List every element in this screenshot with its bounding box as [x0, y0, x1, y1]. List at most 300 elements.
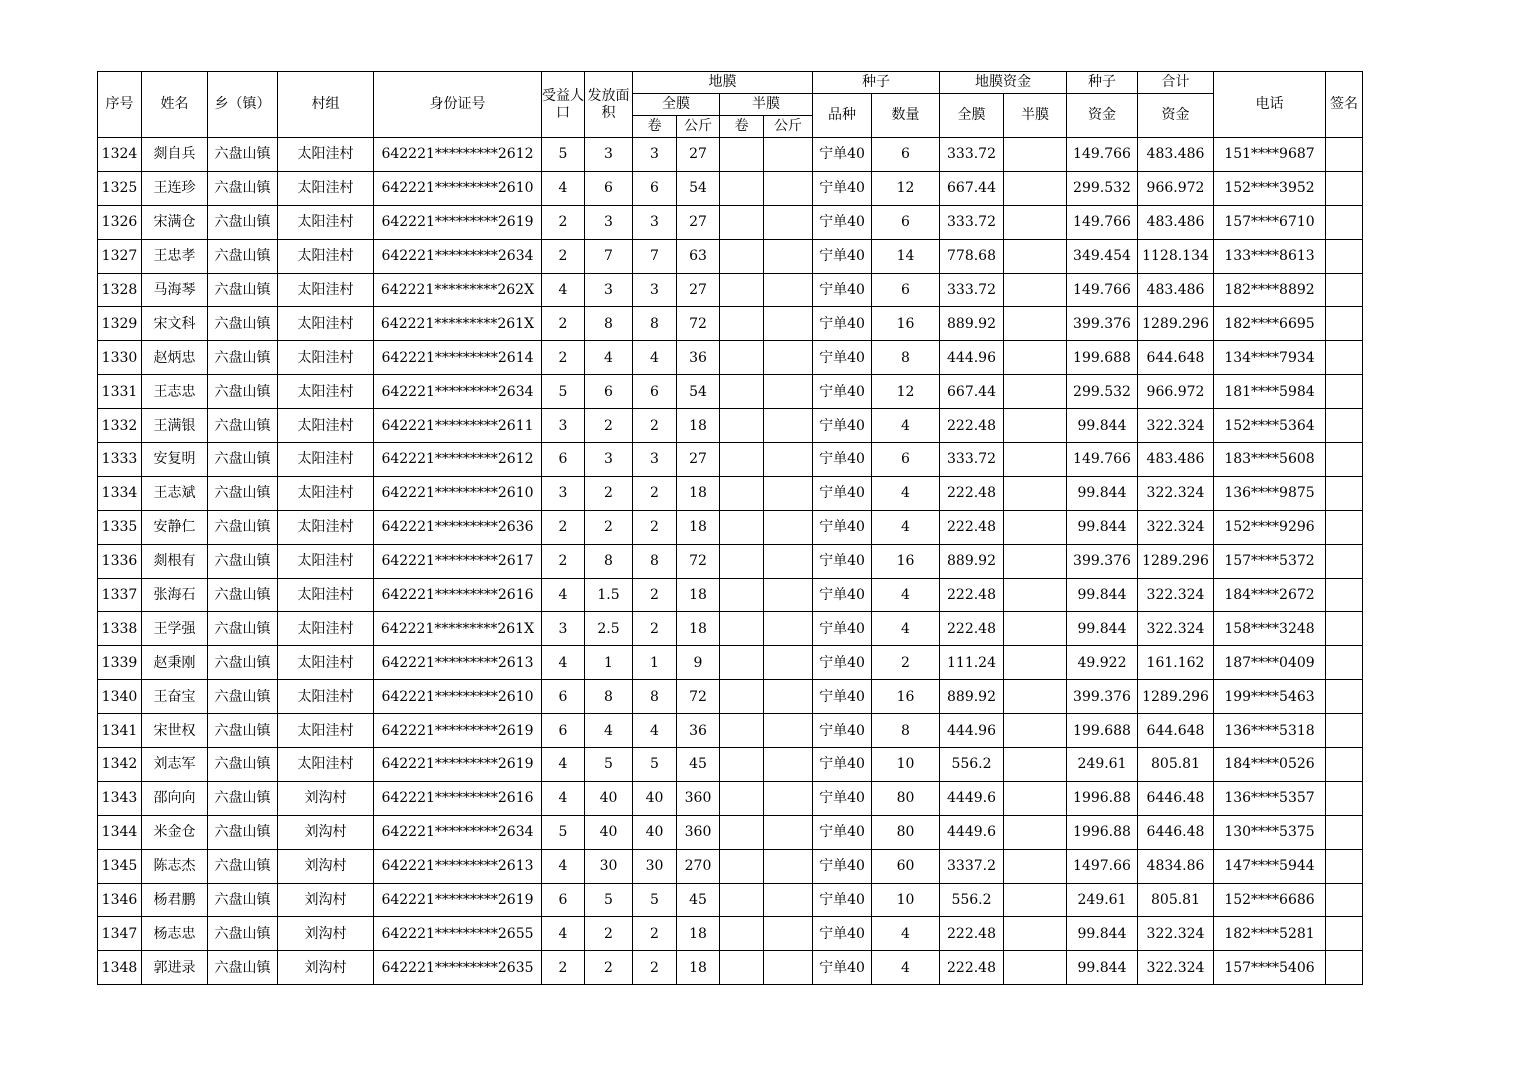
- cell-beneficiary-pop: 4: [542, 781, 585, 815]
- table-row: [98, 748, 1363, 782]
- cell-township: 六盘山镇: [208, 375, 278, 409]
- cell-quantity: 16: [872, 307, 940, 341]
- cell-beneficiary-pop: 4: [542, 578, 585, 612]
- cell-full-film-funds: 667.44: [940, 171, 1004, 205]
- cell-full-kg: 18: [677, 578, 720, 612]
- cell-full-film-funds: 222.48: [940, 476, 1004, 510]
- cell-beneficiary-pop: 3: [542, 409, 585, 443]
- header-film-funds: 地膜资金: [940, 72, 1067, 94]
- table-row: [98, 544, 1363, 578]
- cell-seed-funds: 149.766: [1067, 138, 1138, 172]
- cell-quantity: 4: [872, 951, 940, 985]
- cell-beneficiary-pop: 2: [542, 510, 585, 544]
- cell-beneficiary-pop: 2: [542, 307, 585, 341]
- cell-half-film-funds: [1004, 409, 1067, 443]
- header-full-film-funds: 全膜: [940, 94, 1004, 138]
- cell-signature: [1326, 714, 1363, 748]
- table-row: [98, 171, 1363, 205]
- cell-name: 张海石: [142, 578, 208, 612]
- cell-half-kg: [764, 205, 813, 239]
- cell-signature: [1326, 375, 1363, 409]
- cell-half-roll: [720, 307, 764, 341]
- cell-name: 王忠孝: [142, 239, 208, 273]
- cell-variety: 宁单40: [813, 443, 872, 477]
- cell-variety: 宁单40: [813, 781, 872, 815]
- cell-beneficiary-pop: 4: [542, 748, 585, 782]
- cell-name: 邵向向: [142, 781, 208, 815]
- cell-full-roll: 7: [633, 239, 677, 273]
- cell-signature: [1326, 951, 1363, 985]
- cell-half-roll: [720, 409, 764, 443]
- cell-seq: 1325: [98, 171, 142, 205]
- cell-total: 483.486: [1138, 443, 1214, 477]
- cell-half-kg: [764, 917, 813, 951]
- cell-signature: [1326, 883, 1363, 917]
- cell-seed-funds: 99.844: [1067, 476, 1138, 510]
- cell-beneficiary-pop: 5: [542, 375, 585, 409]
- cell-seed-funds: 1996.88: [1067, 815, 1138, 849]
- cell-village: 太阳洼村: [278, 307, 374, 341]
- cell-village: 太阳洼村: [278, 544, 374, 578]
- cell-name: 宋满仓: [142, 205, 208, 239]
- cell-half-kg: [764, 171, 813, 205]
- cell-half-roll: [720, 239, 764, 273]
- cell-phone: 182****5281: [1214, 917, 1326, 951]
- cell-id-number: 642221*********2634: [374, 815, 542, 849]
- cell-total: 966.972: [1138, 171, 1214, 205]
- cell-full-kg: 18: [677, 951, 720, 985]
- cell-half-film-funds: [1004, 714, 1067, 748]
- cell-half-film-funds: [1004, 476, 1067, 510]
- cell-village: 刘沟村: [278, 917, 374, 951]
- cell-full-roll: 4: [633, 714, 677, 748]
- cell-full-roll: 40: [633, 781, 677, 815]
- cell-township: 六盘山镇: [208, 138, 278, 172]
- cell-beneficiary-pop: 5: [542, 815, 585, 849]
- cell-seed-funds: 99.844: [1067, 612, 1138, 646]
- cell-phone: 152****5364: [1214, 409, 1326, 443]
- cell-seq: 1329: [98, 307, 142, 341]
- cell-township: 六盘山镇: [208, 951, 278, 985]
- cell-total: 483.486: [1138, 273, 1214, 307]
- header-id-number: 身份证号: [374, 72, 542, 138]
- cell-id-number: 642221*********2610: [374, 171, 542, 205]
- cell-half-film-funds: [1004, 917, 1067, 951]
- cell-name: 杨君鹏: [142, 883, 208, 917]
- cell-issue-area: 4: [585, 714, 633, 748]
- cell-quantity: 6: [872, 138, 940, 172]
- cell-full-kg: 45: [677, 883, 720, 917]
- cell-signature: [1326, 138, 1363, 172]
- header-film: 地膜: [633, 72, 813, 94]
- cell-full-roll: 8: [633, 307, 677, 341]
- cell-issue-area: 3: [585, 273, 633, 307]
- cell-half-kg: [764, 612, 813, 646]
- cell-half-kg: [764, 748, 813, 782]
- cell-village: 太阳洼村: [278, 375, 374, 409]
- cell-half-film-funds: [1004, 239, 1067, 273]
- cell-half-film-funds: [1004, 748, 1067, 782]
- cell-quantity: 10: [872, 883, 940, 917]
- cell-full-kg: 27: [677, 205, 720, 239]
- cell-name: 安复明: [142, 443, 208, 477]
- cell-total: 322.324: [1138, 510, 1214, 544]
- cell-full-film-funds: 444.96: [940, 341, 1004, 375]
- cell-seq: 1326: [98, 205, 142, 239]
- cell-full-film-funds: 222.48: [940, 578, 1004, 612]
- table-row: [98, 307, 1363, 341]
- cell-township: 六盘山镇: [208, 307, 278, 341]
- cell-signature: [1326, 273, 1363, 307]
- cell-name: 王志斌: [142, 476, 208, 510]
- cell-half-film-funds: [1004, 205, 1067, 239]
- cell-variety: 宁单40: [813, 849, 872, 883]
- cell-full-film-funds: 333.72: [940, 443, 1004, 477]
- cell-half-kg: [764, 883, 813, 917]
- header-half-film-funds: 半膜: [1004, 94, 1067, 138]
- cell-phone: 157****5406: [1214, 951, 1326, 985]
- cell-township: 六盘山镇: [208, 476, 278, 510]
- cell-beneficiary-pop: 4: [542, 849, 585, 883]
- table-row: [98, 680, 1363, 714]
- cell-seed-funds: 1497.66: [1067, 849, 1138, 883]
- cell-issue-area: 6: [585, 375, 633, 409]
- cell-village: 太阳洼村: [278, 205, 374, 239]
- cell-beneficiary-pop: 2: [542, 544, 585, 578]
- cell-beneficiary-pop: 4: [542, 171, 585, 205]
- cell-issue-area: 2: [585, 510, 633, 544]
- cell-full-roll: 3: [633, 205, 677, 239]
- cell-seq: 1324: [98, 138, 142, 172]
- cell-signature: [1326, 646, 1363, 680]
- cell-full-kg: 27: [677, 138, 720, 172]
- cell-full-kg: 45: [677, 748, 720, 782]
- cell-phone: 184****0526: [1214, 748, 1326, 782]
- cell-name: 赵炳忠: [142, 341, 208, 375]
- cell-phone: 152****6686: [1214, 883, 1326, 917]
- cell-full-kg: 27: [677, 443, 720, 477]
- cell-full-kg: 18: [677, 409, 720, 443]
- cell-seed-funds: 399.376: [1067, 544, 1138, 578]
- cell-total: 4834.86: [1138, 849, 1214, 883]
- cell-village: 刘沟村: [278, 849, 374, 883]
- cell-total: 483.486: [1138, 205, 1214, 239]
- cell-name: 王奋宝: [142, 680, 208, 714]
- cell-signature: [1326, 510, 1363, 544]
- cell-quantity: 8: [872, 714, 940, 748]
- cell-beneficiary-pop: 6: [542, 883, 585, 917]
- cell-half-film-funds: [1004, 578, 1067, 612]
- cell-half-film-funds: [1004, 815, 1067, 849]
- cell-full-kg: 9: [677, 646, 720, 680]
- cell-seq: 1330: [98, 341, 142, 375]
- cell-variety: 宁单40: [813, 917, 872, 951]
- cell-full-roll: 2: [633, 409, 677, 443]
- cell-name: 宋世权: [142, 714, 208, 748]
- cell-quantity: 4: [872, 510, 940, 544]
- header-signature: 签名: [1326, 72, 1363, 138]
- cell-name: 宋文科: [142, 307, 208, 341]
- cell-variety: 宁单40: [813, 307, 872, 341]
- cell-name: 刘志军: [142, 748, 208, 782]
- cell-beneficiary-pop: 5: [542, 138, 585, 172]
- cell-half-roll: [720, 341, 764, 375]
- cell-seq: 1347: [98, 917, 142, 951]
- cell-village: 太阳洼村: [278, 578, 374, 612]
- cell-total: 805.81: [1138, 748, 1214, 782]
- cell-seed-funds: 299.532: [1067, 375, 1138, 409]
- header-total-bottom: 资金: [1138, 94, 1214, 138]
- cell-seed-funds: 399.376: [1067, 680, 1138, 714]
- cell-full-roll: 2: [633, 578, 677, 612]
- cell-seq: 1332: [98, 409, 142, 443]
- cell-full-roll: 6: [633, 375, 677, 409]
- cell-total: 322.324: [1138, 476, 1214, 510]
- cell-township: 六盘山镇: [208, 714, 278, 748]
- cell-full-film-funds: 3337.2: [940, 849, 1004, 883]
- cell-full-kg: 18: [677, 510, 720, 544]
- cell-signature: [1326, 205, 1363, 239]
- cell-half-roll: [720, 443, 764, 477]
- cell-village: 太阳洼村: [278, 443, 374, 477]
- cell-half-kg: [764, 714, 813, 748]
- cell-total: 483.486: [1138, 138, 1214, 172]
- cell-full-kg: 72: [677, 680, 720, 714]
- cell-issue-area: 7: [585, 239, 633, 273]
- cell-half-film-funds: [1004, 612, 1067, 646]
- cell-half-roll: [720, 815, 764, 849]
- header-full-roll: 卷: [633, 116, 677, 138]
- cell-seq: 1336: [98, 544, 142, 578]
- cell-full-film-funds: 889.92: [940, 307, 1004, 341]
- cell-seed-funds: 49.922: [1067, 646, 1138, 680]
- cell-township: 六盘山镇: [208, 239, 278, 273]
- cell-signature: [1326, 781, 1363, 815]
- cell-quantity: 6: [872, 443, 940, 477]
- cell-half-roll: [720, 375, 764, 409]
- table-row: [98, 781, 1363, 815]
- cell-half-film-funds: [1004, 273, 1067, 307]
- cell-half-kg: [764, 409, 813, 443]
- cell-township: 六盘山镇: [208, 544, 278, 578]
- header-seq: 序号: [98, 72, 142, 138]
- cell-beneficiary-pop: 2: [542, 951, 585, 985]
- cell-township: 六盘山镇: [208, 612, 278, 646]
- cell-name: 安静仁: [142, 510, 208, 544]
- cell-total: 161.162: [1138, 646, 1214, 680]
- cell-full-roll: 6: [633, 171, 677, 205]
- cell-name: 王满银: [142, 409, 208, 443]
- cell-phone: 130****5375: [1214, 815, 1326, 849]
- cell-half-kg: [764, 849, 813, 883]
- cell-township: 六盘山镇: [208, 883, 278, 917]
- cell-half-roll: [720, 951, 764, 985]
- table-row: [98, 273, 1363, 307]
- cell-full-film-funds: 222.48: [940, 510, 1004, 544]
- cell-variety: 宁单40: [813, 951, 872, 985]
- cell-village: 太阳洼村: [278, 138, 374, 172]
- cell-half-film-funds: [1004, 443, 1067, 477]
- table-row: [98, 138, 1363, 172]
- cell-full-roll: 3: [633, 443, 677, 477]
- cell-full-roll: 3: [633, 273, 677, 307]
- cell-id-number: 642221*********2635: [374, 951, 542, 985]
- cell-issue-area: 5: [585, 748, 633, 782]
- cell-full-film-funds: 222.48: [940, 917, 1004, 951]
- cell-id-number: 642221*********2616: [374, 781, 542, 815]
- cell-half-kg: [764, 341, 813, 375]
- cell-half-kg: [764, 781, 813, 815]
- cell-seq: 1343: [98, 781, 142, 815]
- cell-total: 1289.296: [1138, 680, 1214, 714]
- cell-signature: [1326, 307, 1363, 341]
- cell-signature: [1326, 849, 1363, 883]
- cell-quantity: 80: [872, 815, 940, 849]
- cell-township: 六盘山镇: [208, 680, 278, 714]
- cell-village: 刘沟村: [278, 883, 374, 917]
- header-half-kg: 公斤: [764, 116, 813, 138]
- cell-half-kg: [764, 476, 813, 510]
- cell-full-kg: 27: [677, 273, 720, 307]
- cell-id-number: 642221*********261X: [374, 307, 542, 341]
- cell-full-kg: 54: [677, 375, 720, 409]
- header-beneficiary-pop: 受益人口: [542, 72, 585, 138]
- cell-full-kg: 72: [677, 307, 720, 341]
- cell-id-number: 642221*********2619: [374, 748, 542, 782]
- cell-full-film-funds: 333.72: [940, 205, 1004, 239]
- table-row: [98, 443, 1363, 477]
- cell-quantity: 10: [872, 748, 940, 782]
- cell-issue-area: 3: [585, 205, 633, 239]
- cell-total: 322.324: [1138, 951, 1214, 985]
- cell-issue-area: 2.5: [585, 612, 633, 646]
- cell-village: 太阳洼村: [278, 510, 374, 544]
- header-total-top: 合计: [1138, 72, 1214, 94]
- cell-half-film-funds: [1004, 544, 1067, 578]
- cell-half-kg: [764, 443, 813, 477]
- cell-quantity: 16: [872, 680, 940, 714]
- cell-issue-area: 3: [585, 443, 633, 477]
- cell-village: 太阳洼村: [278, 409, 374, 443]
- cell-village: 刘沟村: [278, 781, 374, 815]
- table-row: [98, 612, 1363, 646]
- cell-signature: [1326, 680, 1363, 714]
- cell-id-number: 642221*********2636: [374, 510, 542, 544]
- cell-quantity: 4: [872, 917, 940, 951]
- cell-beneficiary-pop: 2: [542, 205, 585, 239]
- cell-village: 刘沟村: [278, 951, 374, 985]
- table-row: [98, 341, 1363, 375]
- cell-signature: [1326, 544, 1363, 578]
- cell-issue-area: 2: [585, 409, 633, 443]
- cell-phone: 157****5372: [1214, 544, 1326, 578]
- cell-variety: 宁单40: [813, 409, 872, 443]
- cell-seq: 1337: [98, 578, 142, 612]
- cell-village: 太阳洼村: [278, 239, 374, 273]
- table-row: [98, 409, 1363, 443]
- cell-full-film-funds: 222.48: [940, 409, 1004, 443]
- cell-seq: 1348: [98, 951, 142, 985]
- cell-id-number: 642221*********262X: [374, 273, 542, 307]
- cell-township: 六盘山镇: [208, 748, 278, 782]
- cell-beneficiary-pop: 2: [542, 239, 585, 273]
- table-row: [98, 646, 1363, 680]
- cell-signature: [1326, 476, 1363, 510]
- cell-township: 六盘山镇: [208, 917, 278, 951]
- header-full-film: 全膜: [633, 94, 720, 116]
- cell-full-roll: 3: [633, 138, 677, 172]
- cell-township: 六盘山镇: [208, 578, 278, 612]
- cell-phone: 183****5608: [1214, 443, 1326, 477]
- cell-total: 805.81: [1138, 883, 1214, 917]
- cell-quantity: 8: [872, 341, 940, 375]
- cell-phone: 157****6710: [1214, 205, 1326, 239]
- cell-quantity: 4: [872, 409, 940, 443]
- cell-variety: 宁单40: [813, 341, 872, 375]
- cell-id-number: 642221*********261X: [374, 612, 542, 646]
- cell-full-kg: 72: [677, 544, 720, 578]
- cell-beneficiary-pop: 6: [542, 443, 585, 477]
- cell-half-roll: [720, 883, 764, 917]
- table-row: [98, 510, 1363, 544]
- cell-half-kg: [764, 375, 813, 409]
- cell-township: 六盘山镇: [208, 171, 278, 205]
- cell-variety: 宁单40: [813, 714, 872, 748]
- header-quantity: 数量: [872, 94, 940, 138]
- cell-township: 六盘山镇: [208, 205, 278, 239]
- cell-variety: 宁单40: [813, 273, 872, 307]
- cell-half-film-funds: [1004, 646, 1067, 680]
- cell-issue-area: 8: [585, 307, 633, 341]
- cell-half-film-funds: [1004, 680, 1067, 714]
- cell-phone: 187****0409: [1214, 646, 1326, 680]
- cell-variety: 宁单40: [813, 375, 872, 409]
- cell-full-kg: 270: [677, 849, 720, 883]
- cell-seed-funds: 149.766: [1067, 205, 1138, 239]
- cell-total: 322.324: [1138, 612, 1214, 646]
- cell-variety: 宁单40: [813, 748, 872, 782]
- cell-total: 6446.48: [1138, 781, 1214, 815]
- table-header: [98, 72, 1363, 138]
- cell-half-roll: [720, 748, 764, 782]
- cell-seq: 1341: [98, 714, 142, 748]
- cell-half-kg: [764, 646, 813, 680]
- cell-variety: 宁单40: [813, 578, 872, 612]
- cell-half-roll: [720, 273, 764, 307]
- cell-seq: 1338: [98, 612, 142, 646]
- cell-quantity: 4: [872, 612, 940, 646]
- cell-full-film-funds: 222.48: [940, 951, 1004, 985]
- cell-seed-funds: 149.766: [1067, 273, 1138, 307]
- cell-full-film-funds: 4449.6: [940, 815, 1004, 849]
- cell-variety: 宁单40: [813, 680, 872, 714]
- cell-full-roll: 8: [633, 544, 677, 578]
- cell-half-roll: [720, 578, 764, 612]
- cell-id-number: 642221*********2616: [374, 578, 542, 612]
- cell-village: 太阳洼村: [278, 273, 374, 307]
- cell-seed-funds: 399.376: [1067, 307, 1138, 341]
- cell-issue-area: 2: [585, 476, 633, 510]
- cell-seq: 1339: [98, 646, 142, 680]
- cell-half-roll: [720, 171, 764, 205]
- cell-half-kg: [764, 239, 813, 273]
- cell-half-kg: [764, 307, 813, 341]
- cell-phone: 181****5984: [1214, 375, 1326, 409]
- cell-phone: 133****8613: [1214, 239, 1326, 273]
- cell-signature: [1326, 239, 1363, 273]
- cell-full-roll: 40: [633, 815, 677, 849]
- cell-full-roll: 5: [633, 883, 677, 917]
